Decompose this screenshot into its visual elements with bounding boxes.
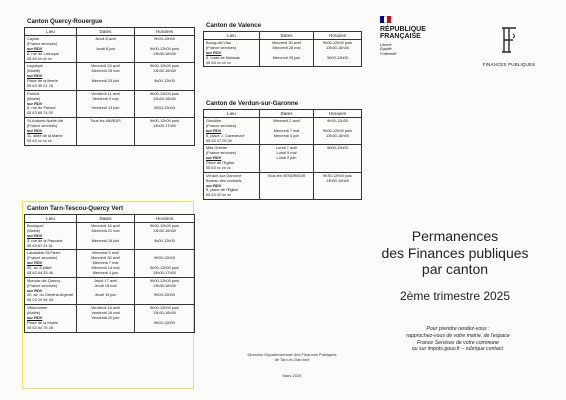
hours-line: 9h00-12h00 bbox=[327, 55, 348, 60]
hours-cell bbox=[135, 118, 195, 145]
date-line: Mercredi 4 juin bbox=[273, 133, 300, 138]
hours-line: 14h00-17h00 bbox=[153, 124, 176, 128]
hours-line: 9h00-12h00 bbox=[154, 106, 175, 111]
col-header-lieu: Lieu bbox=[204, 110, 260, 118]
place-line: 06 02 29 94 43 bbox=[27, 298, 53, 303]
rdv-label: sur RDV bbox=[27, 46, 43, 51]
hours-line: 9h00-12h00 puis bbox=[150, 64, 179, 69]
motto-egalite: Égalité bbox=[380, 47, 392, 52]
hours-line: 9h00-12h00 bbox=[154, 79, 175, 83]
col-header-dates: Dates bbox=[260, 32, 314, 40]
hours-line: 9h30-12h30 bbox=[327, 119, 348, 123]
place-line: 05 63 65 74 00 bbox=[27, 111, 53, 116]
place-line: 3, rue de la Pascarie bbox=[27, 238, 63, 243]
place-line: 05 63 xx xx xx bbox=[206, 60, 231, 65]
place-line: Verdun-sur-Garonne bbox=[206, 173, 242, 178]
date-line: Mercredi 28 mai bbox=[91, 69, 120, 74]
date-line: Vendredi 13 juin bbox=[91, 106, 120, 111]
col-header-dates: Dates bbox=[260, 110, 314, 118]
rdv-label: sur RDV bbox=[206, 156, 222, 161]
hours-line: 9h00-12h00 puis bbox=[150, 278, 179, 283]
place-line: 05 63 xx xx xx bbox=[206, 165, 231, 170]
date-line: Mercredi 18 juin bbox=[91, 238, 120, 243]
hours-cell bbox=[135, 277, 195, 304]
place-line: Caylus bbox=[27, 37, 39, 41]
contact-line: ou sur impots.gouv.fr – rubrique contact. bbox=[411, 346, 505, 353]
place-line: (France services) bbox=[27, 283, 58, 288]
place-line: 05 63 64 33 46 bbox=[27, 270, 53, 275]
hours-line: 9h00-12h00 bbox=[154, 37, 175, 41]
table-row bbox=[25, 277, 195, 304]
date-line: Vendredi 11 avril bbox=[91, 91, 120, 96]
place-cell bbox=[25, 250, 77, 277]
place-line: (France services) bbox=[206, 123, 237, 128]
col-header-dates: Dates bbox=[77, 215, 135, 223]
hours-line: 9h00-12h00 bbox=[154, 293, 175, 298]
place-line: 05 63 27 05 30 bbox=[206, 138, 232, 143]
hours-line: 9h00-12h00 puis bbox=[150, 306, 179, 311]
col-header-lieu: Lieu bbox=[204, 32, 260, 40]
finances-publiques-icon bbox=[498, 26, 520, 54]
tarn-table bbox=[24, 214, 195, 333]
date-line: Lundi 2 juin bbox=[276, 156, 297, 161]
place-line: (France services) bbox=[206, 151, 237, 156]
place-cell bbox=[25, 90, 77, 117]
hours-line: 13h30-16h30 bbox=[153, 283, 176, 288]
dates-cell bbox=[77, 63, 135, 90]
place-cell bbox=[204, 40, 260, 67]
hours-line: 13h30-16h30 bbox=[153, 96, 176, 101]
place-line: (Mairie) bbox=[27, 228, 41, 233]
tarn-table-body bbox=[25, 223, 195, 333]
rdv-label: sur RDV bbox=[206, 128, 222, 133]
place-line: Place de l'Église bbox=[206, 161, 235, 165]
title-line-1: Permanences bbox=[411, 228, 499, 244]
dates-cell bbox=[77, 223, 135, 250]
place-line: 6, place J. Cazeneuve bbox=[206, 133, 245, 138]
place-cell bbox=[25, 277, 77, 304]
quercy-title: Canton Quercy-Rouergue bbox=[27, 18, 103, 25]
table-row bbox=[25, 36, 195, 63]
date-line: Jeudi 15 mai bbox=[94, 283, 117, 288]
place-line: 20, av. du Général Argenté bbox=[27, 293, 74, 298]
rdv-label: sur RDV bbox=[27, 128, 43, 133]
place-line: 5, place de l'Église bbox=[206, 188, 239, 193]
footer-line: Direction Départementale des Finances Publiques bbox=[247, 352, 337, 357]
place-cell bbox=[25, 305, 77, 332]
contact-info bbox=[374, 326, 542, 353]
dates-cell bbox=[260, 145, 314, 172]
rdv-label: sur RDV bbox=[27, 261, 43, 266]
place-line: Monclar-de-Quercy bbox=[27, 278, 61, 283]
table-row bbox=[204, 118, 362, 145]
table-row bbox=[25, 305, 195, 332]
footer-direction bbox=[224, 352, 360, 363]
place-line: Grisolles bbox=[206, 119, 222, 123]
republique-line: RÉPUBLIQUE bbox=[380, 26, 426, 33]
quercy-table-body bbox=[25, 36, 195, 146]
quercy-section bbox=[24, 16, 194, 146]
date-line: Jeudi 8 juin bbox=[95, 46, 116, 51]
dates-cell bbox=[77, 305, 135, 332]
trimestre-label: 2ème trimestre 2025 bbox=[399, 289, 511, 303]
table-row bbox=[204, 172, 362, 199]
place-cell bbox=[25, 118, 77, 145]
rdv-label: sur RDV bbox=[206, 183, 222, 188]
date-line: Mercredi 16 avril bbox=[91, 224, 120, 228]
place-line: Bourg-de-Visa bbox=[206, 41, 231, 45]
main-title bbox=[370, 228, 540, 278]
hours-cell bbox=[135, 63, 195, 90]
contact-line: Pour prendre rendez-vous : bbox=[426, 326, 490, 332]
date-line: Mercredi 25 juin bbox=[272, 55, 301, 60]
dates-cell bbox=[77, 250, 135, 277]
title-line-3: par canton bbox=[421, 261, 489, 278]
place-cell bbox=[204, 145, 260, 172]
verdun-table-body bbox=[204, 118, 362, 200]
date-line: Mercredi 25 juin bbox=[91, 79, 120, 83]
hours-cell bbox=[314, 172, 362, 199]
dates-cell bbox=[77, 36, 135, 63]
valence-section bbox=[203, 20, 361, 67]
tarn-section bbox=[24, 203, 194, 333]
hours-cell bbox=[135, 250, 195, 277]
place-line: (France services) bbox=[27, 256, 58, 261]
table-row bbox=[25, 118, 195, 145]
hours-line: 9h00-12h00 puis bbox=[150, 224, 179, 228]
hours-line: 14h00-16h00 bbox=[326, 178, 349, 183]
place-line: (France services) bbox=[206, 45, 237, 50]
rdv-label: sur RDV bbox=[206, 50, 222, 55]
place-line: 05 63 67 24 91 bbox=[27, 243, 53, 248]
motto-fraternite: Fraternité bbox=[380, 51, 397, 56]
flag-icon bbox=[380, 16, 391, 23]
date-line: Jeudi 8 avril bbox=[95, 37, 116, 41]
contact-line: France Services de votre commune bbox=[417, 339, 499, 346]
col-header-lieu: Lieu bbox=[25, 215, 77, 223]
date-line: Tous les MARDIS bbox=[90, 119, 121, 124]
rdv-label: sur RDV bbox=[27, 74, 43, 79]
date-line: Mercredi 23 avril bbox=[91, 64, 120, 69]
hours-line: 9h00-12h00 bbox=[154, 256, 175, 261]
date-line: Mercredi 2 avril bbox=[273, 119, 300, 123]
dates-cell bbox=[77, 90, 135, 117]
rdv-label: sur RDV bbox=[27, 288, 43, 293]
place-cell bbox=[25, 223, 77, 250]
place-cell bbox=[204, 118, 260, 145]
place-line: 8, rue de Larroque bbox=[27, 51, 60, 56]
date-line: Vendredi 18 avril bbox=[91, 306, 120, 311]
date-line: Vendredi 16 mai bbox=[91, 311, 120, 315]
motto-liberte: Liberté bbox=[380, 42, 392, 47]
hours-line: 9h00-12h00 bbox=[154, 238, 175, 243]
hours-cell bbox=[135, 223, 195, 250]
table-row bbox=[25, 63, 195, 90]
place-cell bbox=[25, 63, 77, 90]
col-header-horaires: Horaires bbox=[135, 28, 195, 36]
place-line: (Mairie) bbox=[27, 311, 41, 315]
hours-cell bbox=[135, 90, 195, 117]
place-line: Labastide-St-Pierre bbox=[27, 251, 61, 256]
place-line: Bruniquel bbox=[27, 224, 44, 228]
place-line: Bureau des contacts bbox=[206, 178, 242, 183]
republique-francaise-logo bbox=[380, 16, 440, 56]
hours-line: 9h00-12h00 bbox=[327, 146, 348, 151]
hours-line: 13h30-16h00 bbox=[326, 133, 349, 138]
tarn-title: Canton Tarn-Tescou-Quercy Vert bbox=[27, 205, 124, 212]
table-row bbox=[25, 90, 195, 117]
hours-line: 14h00-17h00 bbox=[153, 270, 176, 275]
hours-line: 9h00-12h00 puis bbox=[323, 128, 352, 133]
finances-publiques-logo bbox=[474, 26, 544, 67]
hours-line: 13h30-16h30 bbox=[326, 45, 349, 50]
place-line: Mas Grenier bbox=[206, 146, 228, 151]
hours-cell bbox=[135, 36, 195, 63]
place-line: 05 63 xx xx xx bbox=[27, 138, 52, 143]
verdun-table bbox=[203, 109, 362, 200]
table-row bbox=[25, 223, 195, 250]
place-line: 05 63 02 xx xx bbox=[206, 193, 232, 198]
contact-line: rapprochez-vous de votre mairie, de l'espace bbox=[406, 332, 510, 339]
valence-table-body bbox=[204, 40, 362, 67]
date-line: Tous les VENDREDIS bbox=[267, 173, 306, 178]
dates-cell bbox=[260, 118, 314, 145]
place-line: (France services) bbox=[27, 41, 58, 46]
place-line: 3, route de Moissac bbox=[206, 55, 240, 60]
verdun-title: Canton de Verdun-sur-Garonne bbox=[206, 100, 299, 107]
hours-line: 13h30-16h30 bbox=[153, 51, 176, 56]
date-line: Mercredi 21 mai bbox=[91, 228, 120, 233]
date-line: Mercredi 30 avril bbox=[272, 41, 301, 45]
date-line: Mercredi 30 avril bbox=[91, 256, 120, 261]
finances-publiques-label: FINANCES PUBLIQUES bbox=[482, 62, 536, 67]
col-header-horaires: Horaires bbox=[314, 110, 362, 118]
hours-line: 13h30-16h30 bbox=[153, 69, 176, 74]
hours-cell bbox=[314, 118, 362, 145]
place-line: 90, av. 8 juillet bbox=[27, 266, 52, 270]
valence-title: Canton de Valence bbox=[206, 22, 262, 29]
date-line: Lundi 5 mai bbox=[276, 151, 297, 156]
date-line: Vendredi 9 mai bbox=[92, 96, 119, 101]
date-line: Vendredi 20 juin bbox=[91, 315, 120, 320]
place-line: (Mairie) bbox=[27, 69, 41, 74]
hours-line: 9h00-12h00 puis bbox=[323, 41, 352, 45]
hours-cell bbox=[135, 305, 195, 332]
date-line: Mercredi 7 mai bbox=[92, 261, 119, 266]
place-cell bbox=[25, 36, 77, 63]
hours-line: 13h30-16h30 bbox=[153, 228, 176, 233]
place-line: 8, rue de Parisot bbox=[27, 106, 56, 111]
place-line: Laguépie bbox=[27, 64, 44, 69]
verdun-section bbox=[203, 98, 361, 200]
place-line: Villebrumier bbox=[27, 306, 48, 311]
place-line: 05 63 64 76 28 bbox=[27, 325, 53, 330]
dates-cell bbox=[77, 277, 135, 304]
date-line: Jeudi 17 avril bbox=[94, 278, 117, 283]
quercy-table bbox=[24, 27, 195, 146]
rdv-label: sur RDV bbox=[27, 101, 43, 106]
date-line: Mercredi 7 mai bbox=[273, 128, 300, 133]
date-line: Mercredi 14 mai bbox=[91, 266, 120, 270]
place-line: 05 63 30 21 76 bbox=[27, 83, 53, 88]
place-line: 11, allée de la Mairie bbox=[27, 133, 63, 138]
place-line: (Mairie) bbox=[27, 96, 41, 101]
col-header-dates: Dates bbox=[77, 28, 135, 36]
place-line: 05 63 xx xx xx bbox=[27, 56, 52, 61]
date-line: Mercredi 9 avril bbox=[92, 251, 119, 256]
hours-line: 9h00-12h00 bbox=[154, 320, 175, 325]
date-line: Jeudi 19 juin bbox=[94, 293, 117, 298]
hours-line: 9h00-12h00 puis bbox=[150, 91, 179, 96]
place-line: St-Antonin-Noble-Val bbox=[27, 119, 64, 124]
hours-cell bbox=[314, 145, 362, 172]
hours-line: 9h00-12h00 puis bbox=[150, 266, 179, 270]
dates-cell bbox=[260, 172, 314, 199]
date-line: Lundi 7 avril bbox=[276, 146, 297, 151]
dates-cell bbox=[77, 118, 135, 145]
hours-line: 9h00-12h00 puis bbox=[150, 46, 179, 51]
hours-line: 9h00-12h00 puis bbox=[150, 119, 179, 124]
col-header-horaires: Horaires bbox=[135, 215, 195, 223]
dates-cell bbox=[260, 40, 314, 67]
hours-line: 13h30-16h30 bbox=[153, 311, 176, 315]
place-line: Place de la Mairie bbox=[27, 320, 58, 325]
table-row bbox=[25, 250, 195, 277]
hours-cell bbox=[314, 40, 362, 67]
place-line: Parisot bbox=[27, 91, 40, 96]
valence-table bbox=[203, 31, 362, 67]
col-header-lieu: Lieu bbox=[25, 28, 77, 36]
title-line-2: des Finances publiques bbox=[381, 244, 529, 261]
hours-line: 9h30-12h00 puis bbox=[323, 173, 352, 178]
place-line: Place de la liberté bbox=[27, 79, 58, 83]
col-header-horaires: Horaires bbox=[314, 32, 362, 40]
rdv-label: sur RDV bbox=[27, 233, 43, 238]
date-line: Mercredi 4 juin bbox=[92, 270, 119, 275]
date-line: Mercredi 28 mai bbox=[272, 45, 301, 50]
table-row bbox=[204, 145, 362, 172]
table-row bbox=[204, 40, 362, 67]
place-cell bbox=[204, 172, 260, 199]
rdv-label: sur RDV bbox=[27, 315, 43, 320]
footer-line: de Tarn-et-Garonne bbox=[274, 357, 310, 363]
place-line: (France services) bbox=[27, 124, 58, 128]
francaise-line: FRANÇAISE bbox=[380, 33, 421, 41]
footer-date: Mars 2025 bbox=[282, 373, 302, 378]
